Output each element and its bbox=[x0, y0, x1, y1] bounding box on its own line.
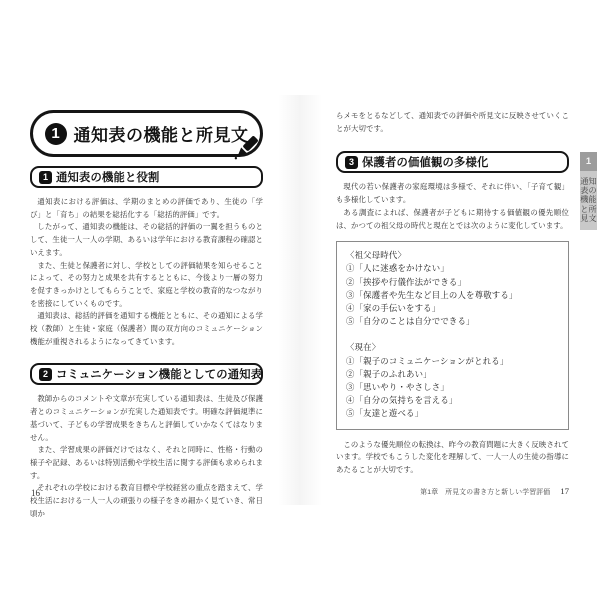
chapter-number-badge: 1 bbox=[45, 123, 67, 145]
section-3-number-badge: 3 bbox=[345, 156, 358, 169]
page-gutter-shadow bbox=[278, 95, 322, 505]
value-item: ③「思いやり・やさしさ」 bbox=[346, 382, 449, 393]
section-2-body bbox=[30, 393, 263, 520]
body-paragraph: 教師からのコメントや文章が充実している通知表は、生徒及び保護者とのコミュニケーションが充実した通知表です。明確な評価規準に基づいて、子どもの学習成果をきちんと評価していかなくてはなりません。 bbox=[30, 394, 263, 442]
value-item: ②「親子のふれあい」 bbox=[346, 368, 432, 379]
values-comparison-box bbox=[336, 241, 569, 429]
section-2-number-badge: 2 bbox=[39, 368, 52, 381]
body-paragraph: 通知表は、総括的評価を通知する機能とともに、その通知による学校（教師）と生徒・家庭（保護者）間の双方向のコミュニケーション機能が重視されるようになってきています。 bbox=[30, 311, 263, 346]
value-item: ①「親子のコミュニケーションがとれる」 bbox=[346, 355, 509, 366]
present-era-items bbox=[346, 355, 559, 421]
value-item: ④「自分の気持ちを言える」 bbox=[346, 395, 458, 406]
section-1-number-badge: 1 bbox=[39, 171, 52, 184]
value-item: ⑤「自分のことは自分でできる」 bbox=[346, 316, 475, 327]
right-page bbox=[336, 110, 569, 494]
section-1-title: 通知表の機能と役割 bbox=[56, 172, 160, 184]
body-paragraph: 通知表における評価は、学期のまとめの評価であり、生徒の「学び」と「育ち」の結果を総括化する「総括的評価」です。 bbox=[30, 197, 263, 219]
value-item: ②「挨拶や行儀作法ができる」 bbox=[346, 276, 467, 287]
right-page-number: 17 bbox=[560, 486, 569, 496]
present-era-label: 〈現在〉 bbox=[346, 342, 381, 353]
side-tab-chapter-number: 1 bbox=[580, 152, 597, 171]
grandparents-era-items bbox=[346, 262, 559, 328]
chapter-title-banner bbox=[30, 110, 263, 157]
body-paragraph: それぞれの学校における教育目標や学校経営の重点を踏まえて、学校生活における一人一人の頑張りの様子をきめ細かく見ていき、常日頃か bbox=[30, 483, 263, 518]
value-item: ③「保護者や先生など目上の人を尊敬する」 bbox=[346, 289, 518, 300]
value-item: ①「人に迷惑をかけない」 bbox=[346, 263, 449, 274]
pen-icon bbox=[224, 130, 264, 170]
continuation-paragraph: らメモをとるなどして、通知表での評価や所見文に反映させていくことが大切です。 bbox=[336, 111, 569, 133]
side-tab-chapter-label: 通知表の機能と所見文 bbox=[580, 171, 597, 230]
grandparents-era-group bbox=[346, 249, 559, 328]
left-page-number: 16 bbox=[31, 488, 40, 498]
value-item: ⑤「友達と遊べる」 bbox=[346, 408, 424, 419]
section-3-title: 保護者の価値観の多様化 bbox=[362, 157, 489, 170]
chapter-side-tab bbox=[580, 152, 597, 230]
value-item: ④「家の手伝いをする」 bbox=[346, 303, 441, 314]
left-page bbox=[30, 110, 263, 518]
chapter-title: 通知表の機能と所見文 bbox=[73, 126, 249, 145]
right-page-footer bbox=[420, 486, 569, 496]
section-1-body bbox=[30, 196, 263, 348]
section-3-header bbox=[336, 151, 569, 173]
section-2-title: コミュニケーション機能としての通知表 bbox=[56, 369, 263, 382]
body-paragraph: ある調査によれば、保護者が子どもに期待する価値観の優先順位は、かつての祖父母の時代と現在とでは次のように変化しています。 bbox=[336, 207, 569, 230]
section-2-header bbox=[30, 363, 263, 385]
grandparents-era-label: 〈祖父母時代〉 bbox=[346, 250, 407, 261]
body-paragraph: また、生徒と保護者に対し、学校としての評価結果を知らせることによって、その努力と成果を共有するとともに、今後より一層の努力を促すきっかけとしてもらうことで、家庭と学校の教育的なつながりを密接にしていくものです。 bbox=[30, 260, 263, 308]
present-era-group bbox=[346, 341, 559, 420]
body-paragraph: また、学習成果の評価だけではなく、それと同時に、性格・行動の様子や記録、あるいは特別活動や学校生活に関する評価も求められます。 bbox=[30, 445, 263, 480]
body-paragraph: 現代の若い保護者の家庭環境は多様で、それに伴い、「子育て観」も多様化しています。 bbox=[336, 182, 569, 205]
section-3-body bbox=[336, 181, 569, 232]
body-paragraph: したがって、通知表の機能は、その総括的評価の一翼を担うものとして、生徒一人一人の学期、あるいは学年における教育課程の確認といえます。 bbox=[30, 222, 263, 257]
chapter-running-title: 第1章 所見文の書き方と新しい学習評価 bbox=[420, 489, 551, 496]
closing-paragraph: このような優先順位の転換は、昨今の教育問題に大きく反映されています。学校でもこうした変化を理解して、一人一人の生徒の指導にあたることが大切です。 bbox=[336, 439, 569, 475]
